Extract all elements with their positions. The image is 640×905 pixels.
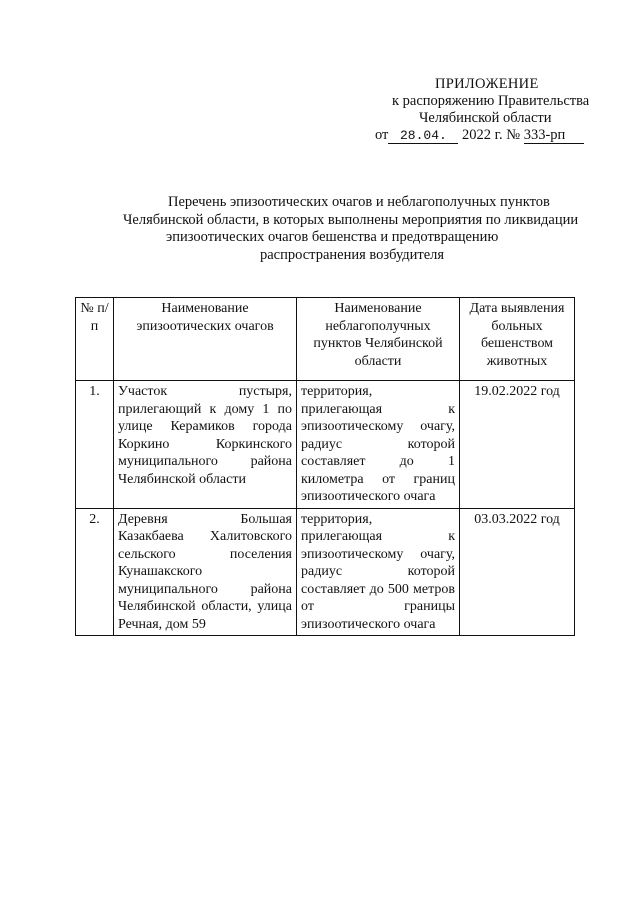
table-row xyxy=(76,381,575,509)
appendix-block xyxy=(375,76,615,144)
row-number: 2. xyxy=(76,508,114,636)
foci-table xyxy=(75,297,575,636)
from-label: от xyxy=(375,127,389,143)
row-date: 03.03.2022 год xyxy=(460,508,575,636)
header-area: Наименование неблагополучных пунктов Челябинской области xyxy=(297,298,460,381)
row-focus: Участок пустыря, прилегающий к дому 1 по улице Керамиков города Коркино Коркинского муниципального района Челябинской области xyxy=(114,381,297,509)
header-number: № п/п xyxy=(76,298,114,381)
heading-line: эпизоотических очагов бешенства и предотвращению xyxy=(166,229,499,245)
header-focus: Наименование эпизоотических очагов xyxy=(114,298,297,381)
appendix-region-line: Челябинской области xyxy=(419,110,552,126)
table-header-row xyxy=(76,298,575,381)
row-focus: Деревня Большая Казакбаева Халитовского сельского поселения Кунашакского муниципального района Челябинской области, улица Речная, дом 59 xyxy=(114,508,297,636)
appendix-order-line: к распоряжению Правительства xyxy=(392,93,590,109)
header-date: Дата выявления больных бешенством животных xyxy=(460,298,575,381)
order-year: 2022 г. № xyxy=(462,127,521,143)
document-heading xyxy=(100,194,600,264)
row-area: территория, прилегающая к эпизоотическому очагу, радиус которой составляет до 500 метров от границы эпизоотического очага xyxy=(297,508,460,636)
appendix-date-line xyxy=(375,127,615,144)
appendix-title: ПРИЛОЖЕНИЕ xyxy=(435,76,539,92)
heading-line: Челябинской области, в которых выполнены мероприятия по ликвидации xyxy=(123,211,579,228)
order-date: 28.04. xyxy=(388,128,458,144)
row-number: 1. xyxy=(76,381,114,509)
table-row xyxy=(76,508,575,636)
heading-line: распространения возбудителя xyxy=(260,246,445,263)
row-area: территория, прилегающая к эпизоотическому очагу, радиус которой составляет до 1 километра от границ эпизоотического очага xyxy=(297,381,460,509)
order-number: 333-рп xyxy=(524,128,584,144)
row-date: 19.02.2022 год xyxy=(460,381,575,509)
heading-line: Перечень эпизоотических очагов и неблагополучных пунктов xyxy=(168,194,550,210)
